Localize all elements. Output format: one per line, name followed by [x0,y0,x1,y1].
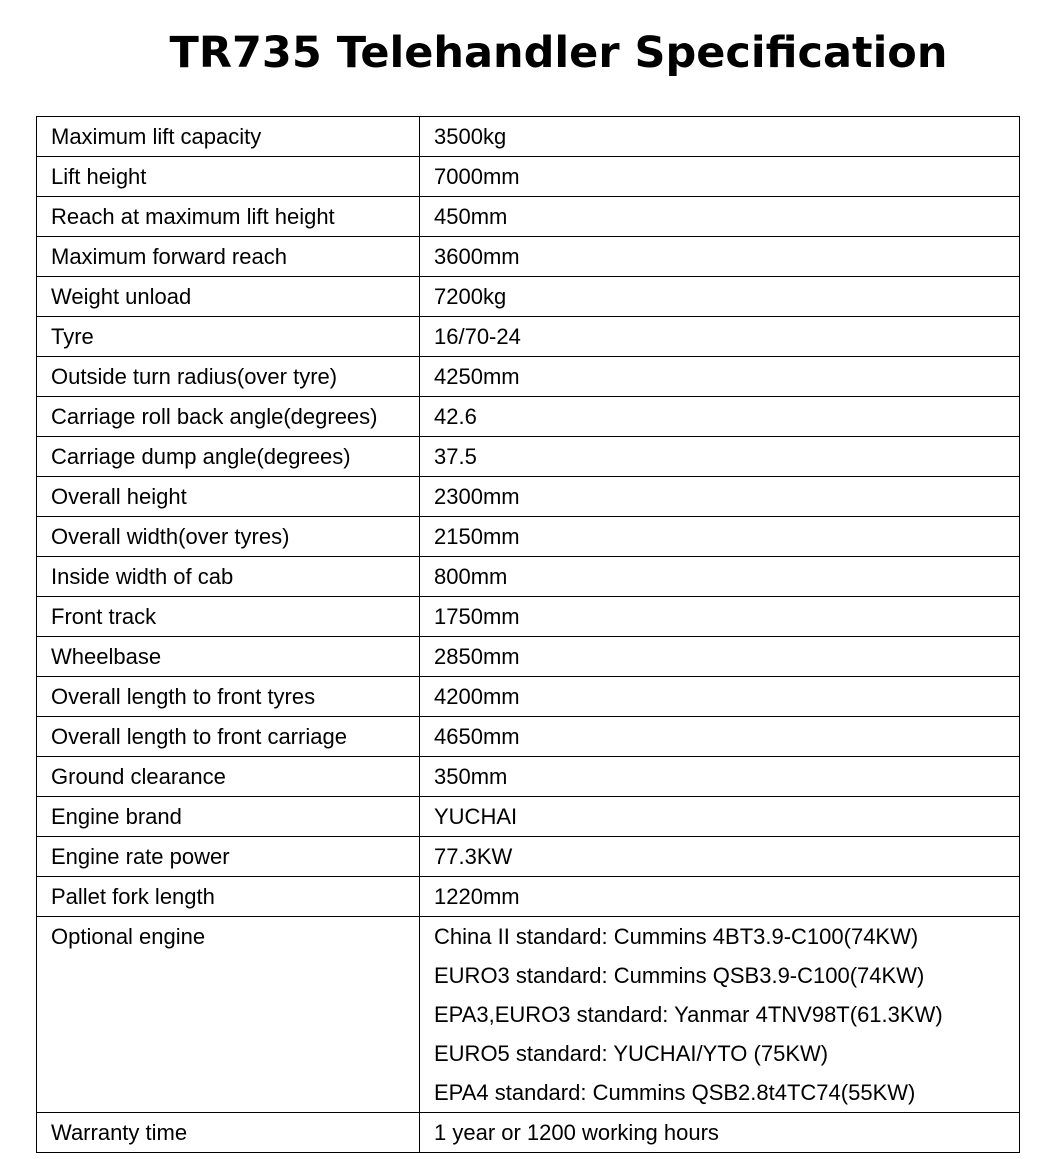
spec-label: Reach at maximum lift height [37,197,420,237]
spec-label: Inside width of cab [37,557,420,597]
spec-value: 16/70-24 [420,317,1020,357]
table-row [37,757,1020,797]
table-row [37,317,1020,357]
spec-label: Front track [37,597,420,637]
table-row [37,837,1020,877]
spec-value: 37.5 [420,437,1020,477]
table-row [37,797,1020,837]
spec-label: Overall length to front tyres [37,677,420,717]
spec-value: 7200kg [420,277,1020,317]
table-row [37,637,1020,677]
table-row [37,877,1020,917]
table-row [37,477,1020,517]
spec-value: 1750mm [420,597,1020,637]
table-row [37,357,1020,397]
table-row [37,397,1020,437]
spec-label: Ground clearance [37,757,420,797]
table-row [37,277,1020,317]
optional-engine-option: EURO5 standard: YUCHAI/YTO (75KW) [434,1041,829,1066]
spec-value: 4650mm [420,717,1020,757]
spec-value: 350mm [420,757,1020,797]
spec-value: 7000mm [420,157,1020,197]
table-row [37,157,1020,197]
spec-label: Overall height [37,477,420,517]
spec-value: 450mm [420,197,1020,237]
table-row [37,117,1020,157]
spec-label: Pallet fork length [37,877,420,917]
spec-label: Carriage dump angle(degrees) [37,437,420,477]
spec-value: 42.6 [420,397,1020,437]
optional-engine-option: EPA4 standard: Cummins QSB2.8t4TC74(55KW) [434,1080,916,1105]
spec-label: Outside turn radius(over tyre) [37,357,420,397]
optional-engine-option: EURO3 standard: Cummins QSB3.9-C100(74KW) [434,963,925,988]
spec-value: 1220mm [420,877,1020,917]
spec-value: 77.3KW [420,837,1020,877]
table-row [37,1113,1020,1153]
optional-engine-option: EPA3,EURO3 standard: Yanmar 4TNV98T(61.3KW) [434,1002,943,1027]
table-row [37,197,1020,237]
spec-label: Warranty time [37,1113,420,1153]
spec-label: Weight unload [37,277,420,317]
spec-value: 4250mm [420,357,1020,397]
spec-value: 1 year or 1200 working hours [420,1113,1020,1153]
spec-label: Wheelbase [37,637,420,677]
page-title: TR735 Telehandler Specification [169,28,948,78]
spec-label: Lift height [37,157,420,197]
table-row [37,557,1020,597]
table-row [37,597,1020,637]
spec-label: Overall width(over tyres) [37,517,420,557]
table-row [37,517,1020,557]
optional-engine-label: Optional engine [51,924,206,949]
optional-engine-option: China II standard: Cummins 4BT3.9-C100(74KW) [434,924,919,949]
spec-value: 800mm [420,557,1020,597]
spec-label: Carriage roll back angle(degrees) [37,397,420,437]
spec-value: 4200mm [420,677,1020,717]
spec-label: Engine brand [37,797,420,837]
spec-value: 2850mm [420,637,1020,677]
table-row [37,717,1020,757]
specification-table [36,116,1020,1153]
spec-label: Maximum forward reach [37,237,420,277]
spec-value: 3500kg [420,117,1020,157]
spec-value: 2300mm [420,477,1020,517]
table-row [37,677,1020,717]
optional-engine-values [420,917,1020,1113]
spec-label: Overall length to front carriage [37,717,420,757]
spec-value: YUCHAI [420,797,1020,837]
spec-label: Engine rate power [37,837,420,877]
table-row [37,237,1020,277]
spec-value: 3600mm [420,237,1020,277]
table-row [37,437,1020,477]
table-row-optional-engine [37,917,1020,1113]
spec-label [37,917,420,1113]
spec-label: Tyre [37,317,420,357]
spec-label: Maximum lift capacity [37,117,420,157]
spec-value: 2150mm [420,517,1020,557]
